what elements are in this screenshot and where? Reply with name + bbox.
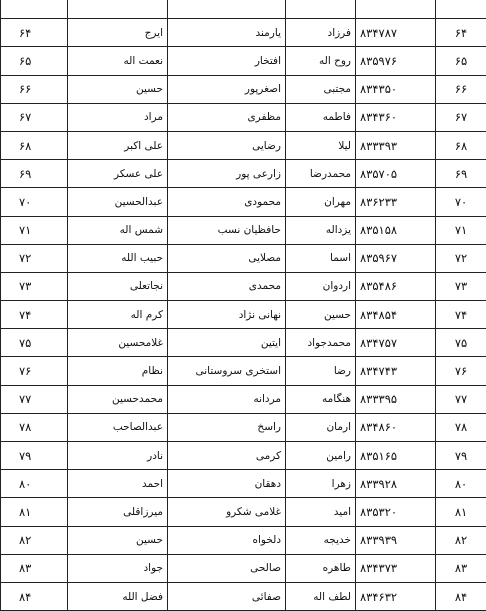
row-number-cell: ۷۸: [436, 413, 486, 441]
table-body: [1, 0, 486, 611]
father-name-cell: فضل الله: [68, 582, 168, 610]
student-code-cell: ۸۳۴۷۴۳: [356, 357, 436, 385]
first-name-cell: هنگامه: [286, 385, 356, 413]
student-code-cell: ۸۳۴۸۶۰: [356, 413, 436, 441]
father-name-cell: غلامحسین: [68, 329, 168, 357]
table-row: [1, 188, 486, 216]
secondary-number-cell: ۷۷: [1, 385, 68, 413]
student-code-cell: ۸۳۳۳۹۳: [356, 131, 436, 159]
father-name-cell: جواد: [68, 554, 168, 582]
father-name-cell: علی اکبر: [68, 131, 168, 159]
table-row: [1, 0, 486, 19]
table-row: [1, 19, 486, 47]
secondary-number-cell: ۸۱: [1, 498, 68, 526]
father-name-cell: عبدالصاحب: [68, 413, 168, 441]
last-name-cell: صفائی: [168, 582, 286, 610]
first-name-cell: رامین: [286, 442, 356, 470]
table-row: [1, 103, 486, 131]
student-code-cell: ۸۳۳۳۹۵: [356, 385, 436, 413]
last-name-cell: مردانه: [168, 385, 286, 413]
first-name-cell: محمدجواد: [286, 329, 356, 357]
last-name-cell: دلخواه: [168, 526, 286, 554]
first-name-cell: رضا: [286, 357, 356, 385]
student-code-cell: ۸۳۵۷۰۵: [356, 160, 436, 188]
secondary-number-cell: ۷۱: [1, 216, 68, 244]
table-row: [1, 329, 486, 357]
student-code-cell: ۸۳۴۸۵۴: [356, 301, 436, 329]
secondary-number-cell: ۷۹: [1, 442, 68, 470]
table-row: [1, 47, 486, 75]
student-code-cell: ۸۳۶۲۳۳: [356, 188, 436, 216]
last-name-cell: [168, 0, 286, 19]
row-number-cell: ۸۱: [436, 498, 486, 526]
first-name-cell: اسما: [286, 244, 356, 272]
secondary-number-cell: ۷۶: [1, 357, 68, 385]
row-number-cell: ۷۹: [436, 442, 486, 470]
student-code-cell: ۸۳۵۱۶۵: [356, 442, 436, 470]
row-number-cell: ۶۸: [436, 131, 486, 159]
first-name-cell: روح اله: [286, 47, 356, 75]
first-name-cell: زهرا: [286, 470, 356, 498]
first-name-cell: فرزاد: [286, 19, 356, 47]
secondary-number-cell: ۷۳: [1, 272, 68, 300]
last-name-cell: مظفری: [168, 103, 286, 131]
row-number-cell: ۸۳: [436, 554, 486, 582]
student-code-cell: ۸۳۳۹۳۹: [356, 526, 436, 554]
last-name-cell: محمودی: [168, 188, 286, 216]
row-number-cell: ۷۴: [436, 301, 486, 329]
table-row: [1, 385, 486, 413]
row-number-cell: ۶۹: [436, 160, 486, 188]
table-row: [1, 442, 486, 470]
row-number-cell: [436, 0, 486, 19]
table-row: [1, 498, 486, 526]
last-name-cell: غلامی شکرو: [168, 498, 286, 526]
father-name-cell: عبدالحسین: [68, 188, 168, 216]
row-number-cell: ۷۱: [436, 216, 486, 244]
student-code-cell: ۸۳۵۹۶۷: [356, 244, 436, 272]
father-name-cell: احمد: [68, 470, 168, 498]
student-code-cell: ۸۳۴۷۵۷: [356, 329, 436, 357]
student-code-cell: ۸۳۳۹۲۸: [356, 470, 436, 498]
last-name-cell: دهقان: [168, 470, 286, 498]
table-row: [1, 244, 486, 272]
secondary-number-cell: ۶۷: [1, 103, 68, 131]
row-number-cell: ۷۳: [436, 272, 486, 300]
secondary-number-cell: ۸۴: [1, 582, 68, 610]
secondary-number-cell: [1, 0, 68, 19]
secondary-number-cell: ۸۰: [1, 470, 68, 498]
father-name-cell: نعمت اله: [68, 47, 168, 75]
table-row: [1, 272, 486, 300]
father-name-cell: حسین: [68, 75, 168, 103]
student-code-cell: ۸۳۴۳۷۳: [356, 554, 436, 582]
row-number-cell: ۶۵: [436, 47, 486, 75]
table-row: [1, 470, 486, 498]
row-number-cell: ۶۷: [436, 103, 486, 131]
last-name-cell: حافظیان نسب: [168, 216, 286, 244]
first-name-cell: اردوان: [286, 272, 356, 300]
secondary-number-cell: ۶۹: [1, 160, 68, 188]
student-code-cell: ۸۳۴۷۸۷: [356, 19, 436, 47]
last-name-cell: رضایی: [168, 131, 286, 159]
first-name-cell: یزداله: [286, 216, 356, 244]
secondary-number-cell: ۶۴: [1, 19, 68, 47]
first-name-cell: لیلا: [286, 131, 356, 159]
father-name-cell: [68, 0, 168, 19]
father-name-cell: حبیب الله: [68, 244, 168, 272]
row-number-cell: ۷۷: [436, 385, 486, 413]
table-row: [1, 301, 486, 329]
father-name-cell: محمدحسین: [68, 385, 168, 413]
student-code-cell: ۸۳۵۹۷۶: [356, 47, 436, 75]
row-number-cell: ۶۴: [436, 19, 486, 47]
secondary-number-cell: ۸۳: [1, 554, 68, 582]
student-code-cell: [356, 0, 436, 19]
student-code-cell: ۸۳۵۱۵۸: [356, 216, 436, 244]
first-name-cell: محمدرضا: [286, 160, 356, 188]
table-row: [1, 216, 486, 244]
father-name-cell: ایرج: [68, 19, 168, 47]
table-row: [1, 160, 486, 188]
father-name-cell: نجاتعلی: [68, 272, 168, 300]
table-row: [1, 357, 486, 385]
table-row: [1, 75, 486, 103]
first-name-cell: فاطمه: [286, 103, 356, 131]
last-name-cell: راسخ: [168, 413, 286, 441]
secondary-number-cell: ۷۴: [1, 301, 68, 329]
first-name-cell: [286, 0, 356, 19]
student-code-cell: ۸۳۴۶۳۲: [356, 582, 436, 610]
father-name-cell: نادر: [68, 442, 168, 470]
secondary-number-cell: ۷۵: [1, 329, 68, 357]
student-code-cell: ۸۳۴۳۵۰: [356, 75, 436, 103]
row-number-cell: ۷۵: [436, 329, 486, 357]
table-row: [1, 554, 486, 582]
table-row: [1, 526, 486, 554]
secondary-number-cell: ۶۵: [1, 47, 68, 75]
father-name-cell: شمس اله: [68, 216, 168, 244]
last-name-cell: مصلایی: [168, 244, 286, 272]
last-name-cell: استخری سروستانی: [168, 357, 286, 385]
first-name-cell: ارمان: [286, 413, 356, 441]
last-name-cell: اصغرپور: [168, 75, 286, 103]
last-name-cell: افتخار: [168, 47, 286, 75]
row-number-cell: ۷۰: [436, 188, 486, 216]
last-name-cell: زارعی پور: [168, 160, 286, 188]
secondary-number-cell: ۸۲: [1, 526, 68, 554]
secondary-number-cell: ۶۶: [1, 75, 68, 103]
table-row: [1, 131, 486, 159]
table-row: [1, 413, 486, 441]
student-code-cell: ۸۳۵۴۸۶: [356, 272, 436, 300]
row-number-cell: ۷۲: [436, 244, 486, 272]
father-name-cell: میرزاقلی: [68, 498, 168, 526]
row-number-cell: ۸۴: [436, 582, 486, 610]
last-name-cell: نهانی نژاد: [168, 301, 286, 329]
father-name-cell: نظام: [68, 357, 168, 385]
table-row: [1, 582, 486, 610]
father-name-cell: مراد: [68, 103, 168, 131]
last-name-cell: صالحی: [168, 554, 286, 582]
last-name-cell: یارمند: [168, 19, 286, 47]
row-number-cell: ۸۰: [436, 470, 486, 498]
first-name-cell: مجتبی: [286, 75, 356, 103]
row-number-cell: ۸۲: [436, 526, 486, 554]
student-code-cell: ۸۳۴۳۶۰: [356, 103, 436, 131]
last-name-cell: ایتین: [168, 329, 286, 357]
secondary-number-cell: ۷۲: [1, 244, 68, 272]
father-name-cell: کرم اله: [68, 301, 168, 329]
row-number-cell: ۶۶: [436, 75, 486, 103]
first-name-cell: لطف اله: [286, 582, 356, 610]
row-number-cell: ۷۶: [436, 357, 486, 385]
first-name-cell: خدیجه: [286, 526, 356, 554]
student-code-cell: ۸۳۵۳۲۰: [356, 498, 436, 526]
first-name-cell: طاهره: [286, 554, 356, 582]
last-name-cell: کرمی: [168, 442, 286, 470]
secondary-number-cell: ۷۸: [1, 413, 68, 441]
secondary-number-cell: ۷۰: [1, 188, 68, 216]
last-name-cell: محمدی: [168, 272, 286, 300]
father-name-cell: حسین: [68, 526, 168, 554]
first-name-cell: امید: [286, 498, 356, 526]
first-name-cell: مهران: [286, 188, 356, 216]
secondary-number-cell: ۶۸: [1, 131, 68, 159]
father-name-cell: علی عسکر: [68, 160, 168, 188]
first-name-cell: حسین: [286, 301, 356, 329]
